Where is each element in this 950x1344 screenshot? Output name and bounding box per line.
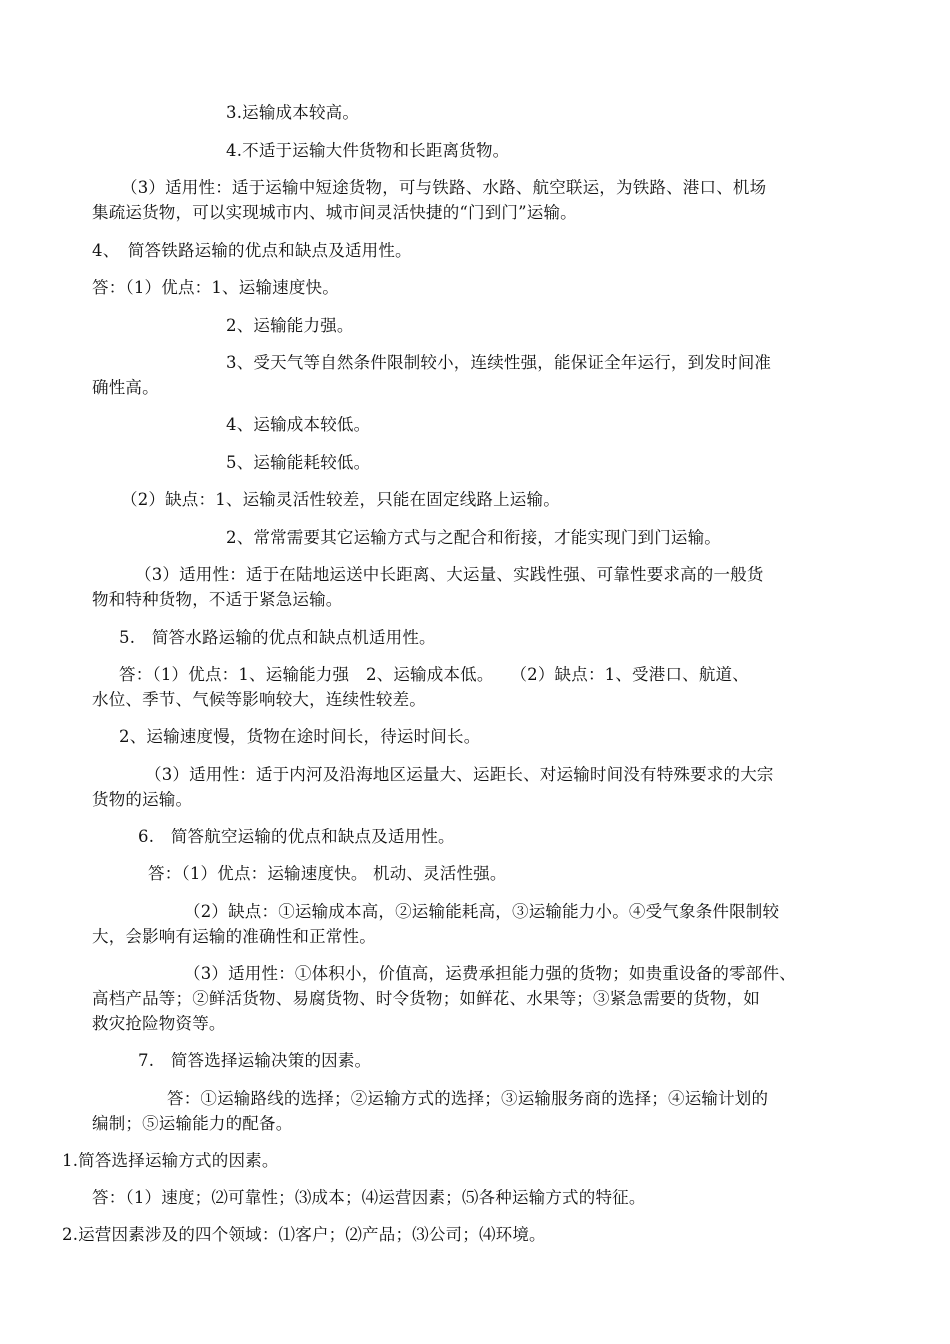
text-line: 答：（1）优点：1、运输速度快。 (92, 278, 339, 297)
text-line: 编制；⑤运输能力的配备。 (92, 1114, 293, 1133)
question-heading: 5. 简答水路运输的优点和缺点机适用性。 (119, 628, 436, 647)
text-line: 2、常常需要其它运输方式与之配合和衔接，才能实现门到门运输。 (226, 528, 721, 547)
question-heading: 7. 简答选择运输决策的因素。 (138, 1051, 372, 1070)
question-heading: 6. 简答航空运输的优点和缺点及适用性。 (138, 827, 455, 846)
question-heading: 4、 简答铁路运输的优点和缺点及适用性。 (92, 241, 412, 260)
text-line: 确性高。 (92, 378, 159, 397)
question-heading: 1.简答选择运输方式的因素。 (62, 1151, 279, 1170)
text-line: （3）适用性：适于内河及沿海地区运量大、运距长、对运输时间没有特殊要求的大宗 (145, 765, 774, 784)
text-line: 水位、季节、气候等影响较大，连续性较差。 (92, 690, 426, 709)
text-line: 货物的运输。 (92, 790, 193, 809)
text-line: 答：（1）优点：运输速度快。 机动、灵活性强。 (148, 864, 507, 883)
text-line: 集疏运货物，可以实现城市内、城市间灵活快捷的“门到门”运输。 (92, 203, 577, 222)
text-line: 物和特种货物，不适于紧急运输。 (92, 590, 343, 609)
text-line: 高档产品等；②鲜活货物、易腐货物、时令货物；如鲜花、水果等；③紧急需要的货物，如 (92, 989, 760, 1008)
text-line: 2.运营因素涉及的四个领域：⑴客户；⑵产品；⑶公司；⑷环境。 (62, 1225, 546, 1244)
text-line: （2）缺点：1、运输灵活性较差，只能在固定线路上运输。 (121, 490, 560, 509)
text-line: 3、受天气等自然条件限制较小，连续性强，能保证全年运行，到发时间准 (226, 353, 772, 372)
text-line: （3）适用性：①体积小，价值高，运费承担能力强的货物；如贵重设备的零部件、 (184, 964, 796, 983)
text-line: 答：（1）优点：1、运输能力强 2、运输成本低。 （2）缺点：1、受港口、航道、 (119, 665, 749, 684)
text-line: 救灾抢险物资等。 (92, 1014, 226, 1033)
text-line: 5、运输能耗较低。 (226, 453, 371, 472)
text-line: 4.不适于运输大件货物和长距离货物。 (226, 141, 510, 160)
text-line: （3）适用性：适于在陆地运送中长距离、大运量、实践性强、可靠性要求高的一般货 (135, 565, 764, 584)
text-line: 2、运输速度慢，货物在途时间长，待运时间长。 (119, 727, 481, 746)
text-line: （2）缺点：①运输成本高，②运输能耗高，③运输能力小。④受气象条件限制较 (184, 902, 780, 921)
text-line: 答：①运输路线的选择；②运输方式的选择；③运输服务商的选择；④运输计划的 (167, 1089, 769, 1108)
text-line: 3.运输成本较高。 (226, 103, 360, 122)
text-line: 4、运输成本较低。 (226, 415, 371, 434)
text-line: 2、运输能力强。 (226, 316, 354, 335)
text-line: 答：（1）速度；⑵可靠性；⑶成本；⑷运营因素；⑸各种运输方式的特征。 (92, 1188, 646, 1207)
text-line: （3）适用性：适于运输中短途货物，可与铁路、水路、航空联运，为铁路、港口、机场 (121, 178, 767, 197)
text-line: 大，会影响有运输的准确性和正常性。 (92, 927, 376, 946)
